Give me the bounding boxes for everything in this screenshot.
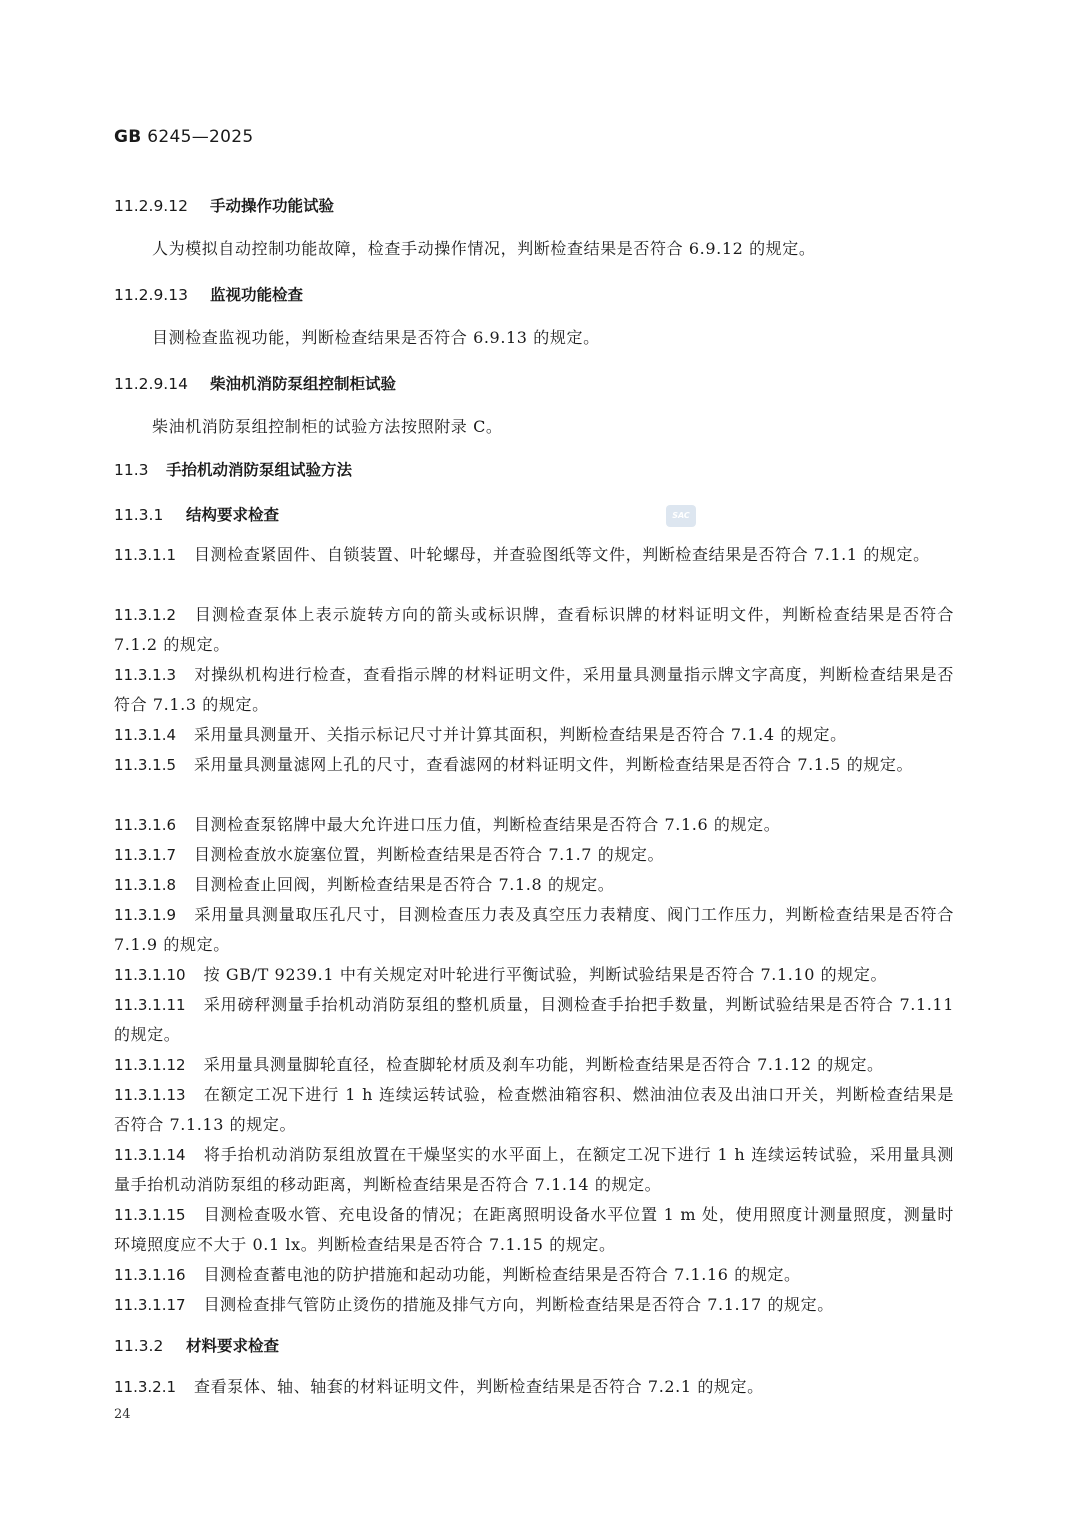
item-text: 采用量具测量脚轮直径，检查脚轮材质及刹车功能，判断检查结果是否符合 7.1.12 的规定。 [203, 1055, 884, 1074]
list-item [114, 840, 954, 870]
item-text: 目测检查吸水管、充电设备的情况；在距离照明设备水平位置 1 m 处，使用照度计测量照度，测量时环境照度应不大于 0.1 lx。判断检查结果是否符合 7.1.15 的规定。 [114, 1205, 954, 1254]
item-number: 11.3.1.11 [114, 996, 186, 1014]
item-number: 11.3.1.12 [114, 1056, 186, 1074]
list-item [114, 750, 954, 780]
list-item [114, 600, 954, 660]
item-text: 采用磅秤测量手抬机动消防泵组的整机质量，目测检查手抬把手数量，判断试验结果是否符合 7.1.11 的规定。 [114, 995, 954, 1044]
item-text: 目测检查放水旋塞位置，判断检查结果是否符合 7.1.7 的规定。 [194, 845, 665, 864]
item-number: 11.3.1.3 [114, 666, 177, 684]
item-number: 11.3.1.1 [114, 546, 177, 564]
section-title: 结构要求检查 [186, 506, 280, 524]
section-title: 手动操作功能试验 [210, 197, 335, 215]
list-item [114, 540, 954, 570]
sac-watermark-logo: SAC [666, 505, 696, 527]
list-item [114, 1080, 954, 1140]
item-text: 对操纵机构进行检查，查看指示牌的材料证明文件，采用量具测量指示牌文字高度，判断检查结果是否符合 7.1.3 的规定。 [114, 665, 954, 714]
list-item [114, 960, 954, 990]
item-text: 采用量具测量滤网上孔的尺寸，查看滤网的材料证明文件，判断检查结果是否符合 7.1.5 的规定。 [194, 755, 914, 774]
standard-code [114, 127, 253, 147]
item-text: 目测检查紧固件、自锁装置、叶轮螺母，并查验图纸等文件，判断检查结果是否符合 7.1.1 的规定。 [194, 545, 930, 564]
section-heading [114, 1334, 279, 1356]
item-text: 按 GB/T 9239.1 中有关规定对叶轮进行平衡试验，判断试验结果是否符合 7.1.10 的规定。 [203, 965, 888, 984]
section-heading [114, 194, 334, 216]
list-item [114, 870, 954, 900]
item-number: 11.3.1.13 [114, 1086, 186, 1104]
section-heading [114, 458, 352, 480]
item-number: 11.3.1.7 [114, 846, 177, 864]
section-number: 11.2.9.14 [114, 375, 188, 393]
item-number: 11.3.1.15 [114, 1206, 186, 1224]
section-title: 手抬机动消防泵组试验方法 [166, 461, 353, 479]
section-body: 目测检查监视功能，判断检查结果是否符合 6.9.13 的规定。 [152, 328, 600, 347]
item-text: 查看泵体、轴、轴套的材料证明文件，判断检查结果是否符合 7.2.1 的规定。 [194, 1377, 764, 1396]
page-number: 24 [114, 1407, 131, 1422]
item-number: 11.3.1.17 [114, 1296, 186, 1314]
list-item [114, 1140, 954, 1200]
section-heading [114, 503, 279, 525]
section-number: 11.2.9.13 [114, 286, 188, 304]
item-number: 11.3.1.9 [114, 906, 177, 924]
item-text: 目测检查止回阀，判断检查结果是否符合 7.1.8 的规定。 [194, 875, 615, 894]
item-text: 将手抬机动消防泵组放置在干燥坚实的水平面上，在额定工况下进行 1 h 连续运转试验，采用量具测量手抬机动消防泵组的移动距离，判断检查结果是否符合 7.1.14 的规定。 [114, 1145, 954, 1194]
list-item [114, 1200, 954, 1260]
list-item [114, 720, 954, 750]
section-title: 柴油机消防泵组控制柜试验 [210, 375, 397, 393]
section-title: 监视功能检查 [210, 286, 304, 304]
item-text: 采用量具测量取压孔尺寸，目测检查压力表及真空压力表精度、阀门工作压力，判断检查结果是否符合 7.1.9 的规定。 [114, 905, 954, 954]
item-text: 目测检查泵体上表示旋转方向的箭头或标识牌，查看标识牌的材料证明文件，判断检查结果是否符合 7.1.2 的规定。 [114, 605, 954, 654]
list-item [114, 660, 954, 720]
section-number: 11.3.1 [114, 506, 164, 524]
list-item [114, 1260, 954, 1290]
list-item [114, 1050, 954, 1080]
item-number: 11.3.1.16 [114, 1266, 186, 1284]
item-number: 11.3.1.5 [114, 756, 177, 774]
list-item [114, 810, 954, 840]
item-text: 采用量具测量开、关指示标记尺寸并计算其面积，判断检查结果是否符合 7.1.4 的规定。 [194, 725, 847, 744]
list-item [114, 1372, 954, 1402]
section-title: 材料要求检查 [186, 1337, 280, 1355]
list-item [114, 1290, 954, 1320]
section-heading [114, 372, 396, 394]
section-number: 11.3 [114, 461, 149, 479]
list-item [114, 900, 954, 960]
item-number: 11.3.1.10 [114, 966, 186, 984]
item-text: 在额定工况下进行 1 h 连续运转试验，检查燃油箱容积、燃油油位表及出油口开关，判断检查结果是否符合 7.1.13 的规定。 [114, 1085, 954, 1134]
standard-number: 6245—2025 [147, 127, 254, 147]
section-number: 11.3.2 [114, 1337, 164, 1355]
section-body: 柴油机消防泵组控制柜的试验方法按照附录 C。 [152, 417, 503, 436]
item-text: 目测检查蓄电池的防护措施和起动功能，判断检查结果是否符合 7.1.16 的规定。 [203, 1265, 801, 1284]
section-number: 11.2.9.12 [114, 197, 188, 215]
item-number: 11.3.1.6 [114, 816, 177, 834]
item-number: 11.3.1.2 [114, 606, 177, 624]
list-item [114, 990, 954, 1050]
section-body: 人为模拟自动控制功能故障，检查手动操作情况，判断检查结果是否符合 6.9.12 的规定。 [152, 239, 816, 258]
standard-prefix: GB [114, 127, 142, 147]
section-heading [114, 283, 303, 305]
item-text: 目测检查排气管防止烫伤的措施及排气方向，判断检查结果是否符合 7.1.17 的规定。 [203, 1295, 834, 1314]
item-number: 11.3.2.1 [114, 1378, 177, 1396]
item-number: 11.3.1.14 [114, 1146, 186, 1164]
item-text: 目测检查泵铭牌中最大允许进口压力值，判断检查结果是否符合 7.1.6 的规定。 [194, 815, 781, 834]
item-number: 11.3.1.8 [114, 876, 177, 894]
item-number: 11.3.1.4 [114, 726, 177, 744]
